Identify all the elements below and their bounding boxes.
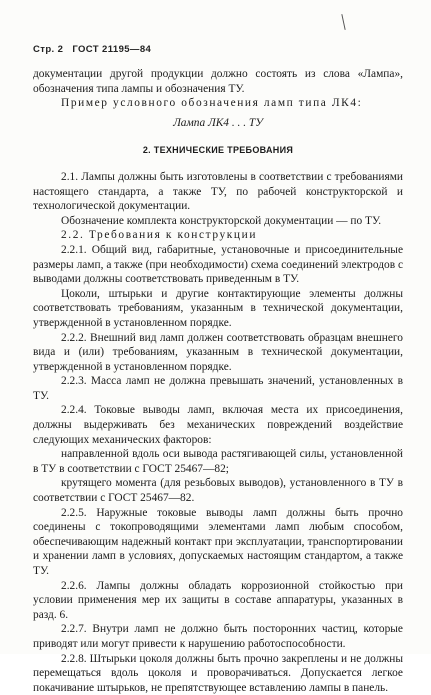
page-number: Стр. 2	[33, 44, 64, 55]
page-header	[33, 44, 157, 55]
paragraph: 2.2.4. Токовые выводы ламп, включая места их присоединения, должны выдерживать без механических повреждений воздействие следующих механических факторов:	[33, 404, 403, 446]
document-body	[33, 67, 403, 695]
paragraph: 2.1. Лампы должны быть изготовлены в соответствии с требованиями настоящего стандарта, а также ТУ, по рабочей конструкторской и технологической документации.	[33, 170, 403, 213]
paragraph: 2.2.6. Лампы должны обладать коррозионной стойкостью при условии применения мер их защиты в составе аппаратуры, указанных в разд. 6.	[33, 579, 403, 621]
paragraph: Цоколи, штырьки и другие контактирующие элементы должны соответствовать требованиям, указанным в технической документации, утвержденной в установленном порядке.	[33, 287, 403, 329]
paragraph: документации другой продукции должно состоять из слова «Лампа», обозначения типа лампы и обозначения ТУ.	[33, 68, 403, 95]
paragraph: 2.2.8. Штырьки цоколя должны быть прочно закреплены и не должны перемещаться вдоль цоколя и проворачиваться. Допускается легкое покачивание штырьков, не препятствующее вставлению лампы в панель.	[33, 652, 403, 694]
paragraph: 2.2.3. Масса ламп не должна превышать значений, установленных в ТУ.	[33, 375, 403, 402]
section-title: 2. ТЕХНИЧЕСКИЕ ТРЕБОВАНИЯ	[142, 145, 294, 156]
paragraph: крутящего момента (для резьбовых выводов), установленного в ТУ в соответствии с ГОСТ 25467—82.	[33, 477, 403, 505]
example-designation: Лампа ЛК4 . . . ТУ	[173, 116, 263, 129]
standard-code: ГОСТ 21195—84	[72, 44, 152, 55]
paragraph: 2.2.1. Общий вид, габаритные, установочные и присоединительные размеры ламп, а также (при необходимости) схема соединений электродов с выводами должны соответствовать приведенным в ТУ.	[33, 243, 403, 286]
paragraph: Обозначение комплекта конструкторской документации — по ТУ.	[61, 214, 382, 227]
paragraph: направленной вдоль оси вывода растягивающей силы, установленной в ТУ в соответствии с ГОСТ 25467—82;	[33, 448, 403, 475]
paragraph: 2.2.7. Внутри ламп не должно быть посторонних частиц, которые приводят или могут привести к нарушению работоспособности.	[33, 623, 403, 650]
example-heading: Пример условного обозначения ламп типа ЛК4:	[61, 97, 363, 110]
margin-pen-mark	[341, 14, 345, 30]
paragraph: 2.2.2. Внешний вид ламп должен соответствовать образцам внешнего вида и (или) требованиям, указанным в технической документации, утвержденной в установленном порядке.	[33, 331, 403, 373]
paragraph: 2.2.5. Наружные токовые выводы ламп должны быть прочно соединены с токопроводящими элементами ламп любым способом, обеспечивающим надежный контакт при эксплуатации, транспортировании и хранении ламп в условиях, допускаемых настоящим стандартом, а также ТУ.	[33, 506, 403, 577]
subsection-title: 2.2. Требования к конструкции	[61, 229, 258, 242]
